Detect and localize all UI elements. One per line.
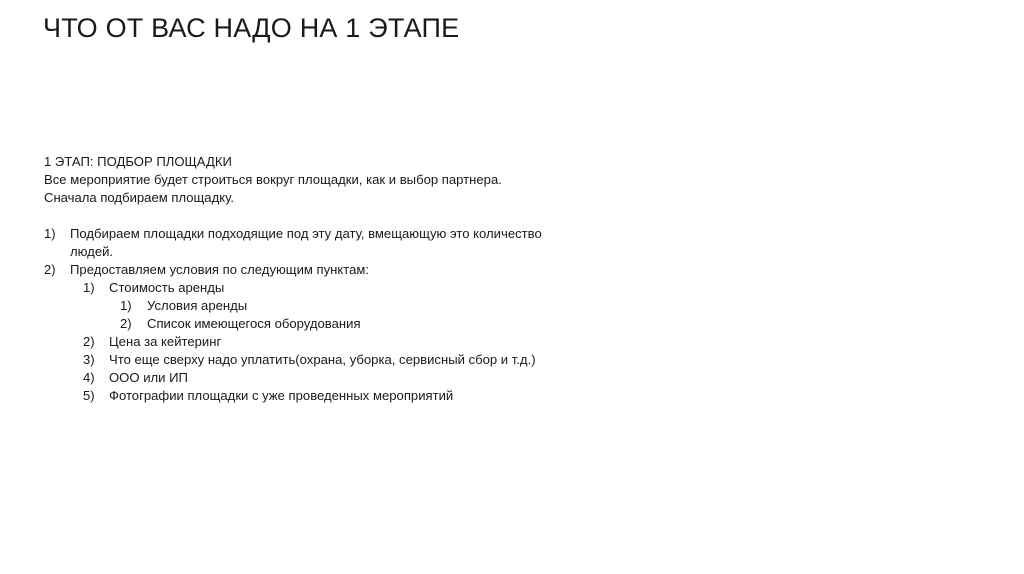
list-number: 4) xyxy=(83,370,95,385)
sub-sub-list-item xyxy=(44,297,544,315)
sub-list-item xyxy=(44,333,544,351)
list-text: Условия аренды xyxy=(147,298,248,313)
list-item xyxy=(44,225,544,261)
paragraph-spacer xyxy=(44,207,544,225)
intro-line-1: Все мероприятие будет строиться вокруг площадки, как и выбор партнера. xyxy=(44,172,502,187)
list-text: Стоимость аренды xyxy=(109,280,225,295)
list-number: 5) xyxy=(83,388,95,403)
list-number: 1) xyxy=(120,298,132,313)
list-text: ООО или ИП xyxy=(109,370,188,385)
list-text: Фотографии площадки с уже проведенных мероприятий xyxy=(109,388,454,403)
list-number: 2) xyxy=(83,334,95,349)
list-number: 3) xyxy=(83,352,95,367)
stage-heading: 1 ЭТАП: ПОДБОР ПЛОЩАДКИ xyxy=(44,154,232,169)
list-number: 1) xyxy=(44,226,56,241)
sub-list-item xyxy=(44,387,544,405)
list-text: Предоставляем условия по следующим пунктам: xyxy=(70,262,370,277)
sub-sub-list-item xyxy=(44,315,544,333)
sub-list-item xyxy=(44,351,544,369)
intro-line-2: Сначала подбираем площадку. xyxy=(44,190,234,205)
sub-list-item xyxy=(44,279,544,297)
list-number: 1) xyxy=(83,280,95,295)
list-number: 2) xyxy=(44,262,56,277)
list-text: Список имеющегося оборудования xyxy=(147,316,361,331)
list-text: Цена за кейтеринг xyxy=(109,334,222,349)
list-text: Подбираем площадки подходящие под эту дату, вмещающую это количество людей. xyxy=(70,226,542,259)
list-number: 2) xyxy=(120,316,132,331)
list-item xyxy=(44,261,544,279)
slide-body xyxy=(44,153,544,405)
sub-list-item xyxy=(44,369,544,387)
slide-title: ЧТО ОТ ВАС НАДО НА 1 ЭТАПЕ xyxy=(43,13,460,43)
list-text: Что еще сверху надо уплатить(охрана, уборка, сервисный сбор и т.д.) xyxy=(109,352,536,367)
